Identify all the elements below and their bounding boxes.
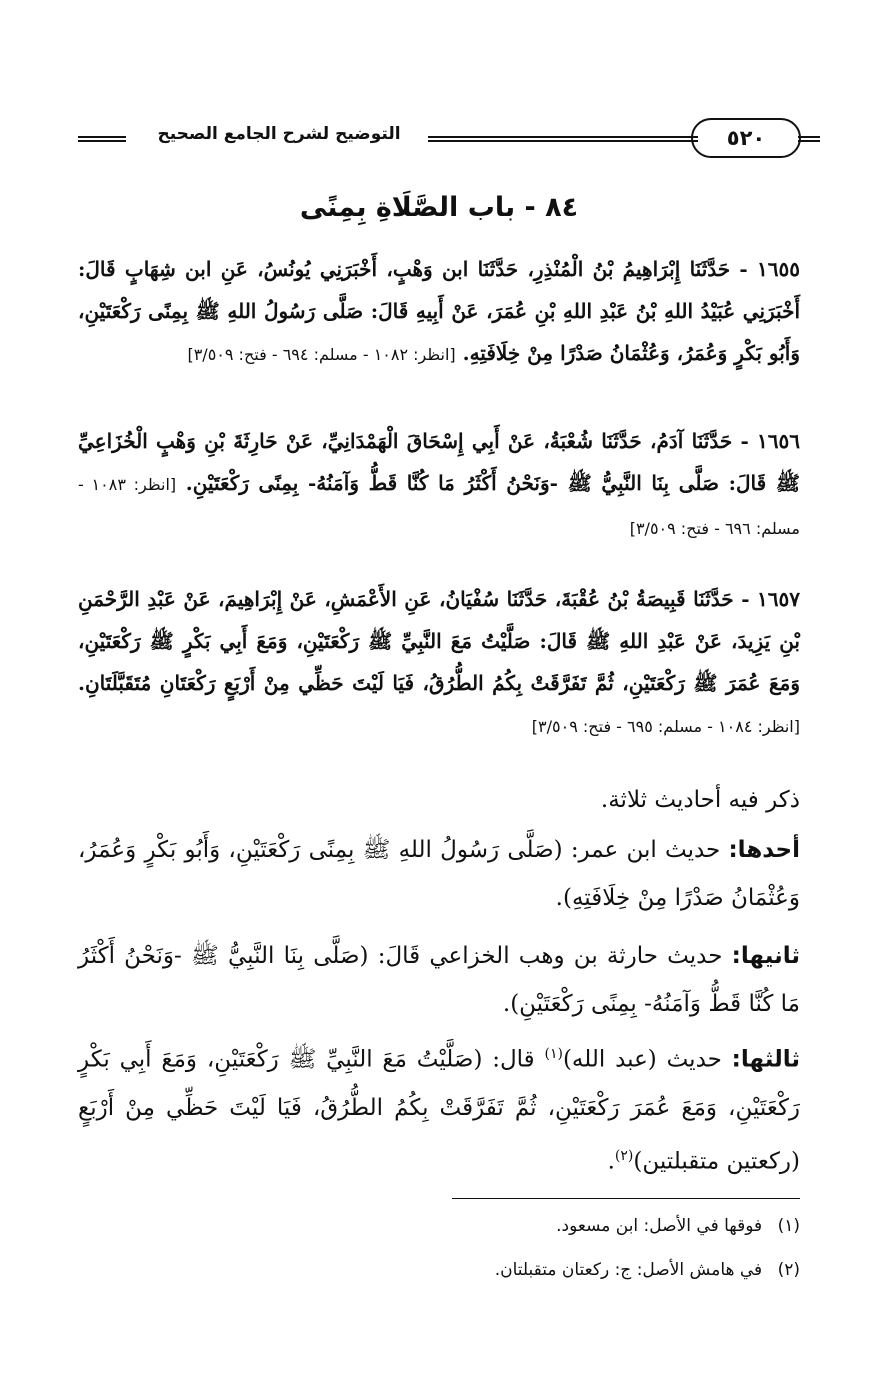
chapter-title: ٨٤ - باب الصَّلَاةِ بِمِنًى: [299, 192, 579, 223]
header-rule-middle: [428, 136, 698, 142]
footnote-number: (١): [777, 1216, 800, 1236]
hadith-1655: [78, 248, 800, 376]
header-rule-left: [78, 136, 126, 142]
header-rule-right: [798, 136, 820, 142]
footnote-text: فوقها في الأصل: ابن مسعود.: [556, 1216, 763, 1236]
commentary-lead: ثانيها:: [731, 943, 800, 969]
hadith-reference: [انظر: ١٠٨٢ - مسلم: ٦٩٤ - فتح: ٣/٥٠٩]: [187, 345, 456, 364]
commentary-text: حديث حارثة بن وهب الخزاعي قَالَ: (صَلَّى بِنَا النَّبِيُّ ﷺ -وَنَحْنُ أَكْثَرُ مَا كُنَّا قَطُّ وَآمَنُهُ- بِمِنًى رَكْعَتَيْنِ).: [78, 943, 800, 1017]
commentary-second: [78, 932, 800, 1028]
commentary-text: حديث (عبد الله): [562, 1046, 722, 1073]
commentary-text: قال: (صَلَّيْتُ مَعَ النَّبِيِّ ﷺ رَكْعَتَيْنِ، وَمَعَ أَبِي بَكْرٍ رَكْعَتَيْنِ، وَمَعَ عُمَرَ رَكْعَتَيْنِ، ثُمَّ تَفَرَّقَتْ بِكُمُ الطُّرُقُ، فَيَا لَيْتَ حَظِّي مِنْ أَرْبَعٍ (ركعتين متقبلتين): [78, 1046, 800, 1175]
commentary-third: [78, 1030, 800, 1185]
page-number: ٥٢٠: [726, 126, 766, 150]
hadith-text: ١٦٥٦ - حَدَّثَنَا آدَمُ، حَدَّثَنَا شُعْبَةُ، عَنْ أَبِي إِسْحَاقَ الْهَمْدَانِيِّ، عَنْ حَارِثَةَ بْنِ وَهْبٍ الْخُزَاعِيِّ ﷺ قَالَ: صَلَّى بِنَا النَّبِيُّ ﷺ -وَنَحْنُ أَكْثَرُ مَا كُنَّا قَطُّ وَآمَنُهُ- بِمِنًى رَكْعَتَيْنِ.: [78, 429, 801, 495]
hadith-reference: [انظر: ١٠٨٣ - مسلم: ٦٩٦ - فتح: ٣/٥٠٩]: [78, 475, 800, 538]
footnote-number: (٢): [777, 1260, 800, 1280]
page-number-badge: [691, 118, 801, 158]
footnote-2: [78, 1256, 800, 1284]
hadith-reference: [انظر: ١٠٨٤ - مسلم: ٦٩٥ - فتح: ٣/٥٠٩]: [531, 717, 800, 736]
footnote-marker-2[interactable]: (٢): [614, 1147, 634, 1164]
commentary-intro: ذكر فيه أحاديث ثلاثة.: [600, 787, 800, 813]
commentary-lead: أحدها:: [728, 837, 801, 863]
hadith-1657: [78, 578, 800, 748]
commentary-first: [78, 826, 800, 922]
commentary-end: .: [607, 1148, 615, 1175]
footnote-marker-1[interactable]: (١): [544, 1046, 563, 1062]
commentary-lead: ثالثها:: [731, 1046, 800, 1073]
footnote-1: [78, 1212, 800, 1240]
hadith-text: ١٦٥٥ - حَدَّثَنَا إِبْرَاهِيمُ بْنُ الْمُنْذِرِ، حَدَّثَنَا ابن وَهْبٍ، أَخْبَرَنِي يُونُسُ، عَنِ ابن شِهَابٍ قَالَ: أَخْبَرَنِي عُبَيْدُ اللهِ بْنُ عَبْدِ اللهِ بْنِ عُمَرَ، عَنْ أَبِيهِ قَالَ: صَلَّى رَسُولُ اللهِ ﷺ بِمِنًى رَكْعَتَيْنِ، وَأَبُو بَكْرٍ وَعُمَرُ، وَعُثْمَانُ صَدْرًا مِنْ خِلَافَتِهِ.: [78, 257, 800, 365]
footnote-text: في هامش الأصل: ج: ركعتان متقبلتان.: [494, 1260, 763, 1280]
commentary-text: حديث ابن عمر: (صَلَّى رَسُولُ اللهِ ﷺ بِمِنًى رَكْعَتَيْنِ، وَأَبُو بَكْرٍ وَعُمَرُ، وَعُثْمَانُ صَدْرًا مِنْ خِلَافَتِهِ).: [78, 837, 800, 911]
footnote-rule: [452, 1198, 800, 1199]
hadith-1656: [78, 420, 800, 550]
running-header: [78, 118, 808, 162]
running-title: التوضيح لشرح الجامع الصحيح: [157, 124, 401, 144]
hadith-text: ١٦٥٧ - حَدَّثَنَا قَبِيصَةُ بْنُ عُقْبَةَ، حَدَّثَنَا سُفْيَانُ، عَنِ الأَعْمَشِ، عَنْ إِبْرَاهِيمَ، عَنْ عَبْدِ الرَّحْمَنِ بْنِ يَزِيدَ، عَنْ عَبْدِ اللهِ ﷺ قَالَ: صَلَّيْتُ مَعَ النَّبِيِّ ﷺ رَكْعَتَيْنِ، وَمَعَ أَبِي بَكْرٍ ﷺ رَكْعَتَيْنِ، وَمَعَ عُمَرَ ﷺ رَكْعَتَيْنِ، ثُمَّ تَفَرَّقَتْ بِكُمُ الطُّرُقُ، فَيَا لَيْتَ حَظِّي مِنْ أَرْبَعٍ رَكْعَتَانِ مُتَقَبَّلَتَانِ.: [78, 587, 800, 695]
